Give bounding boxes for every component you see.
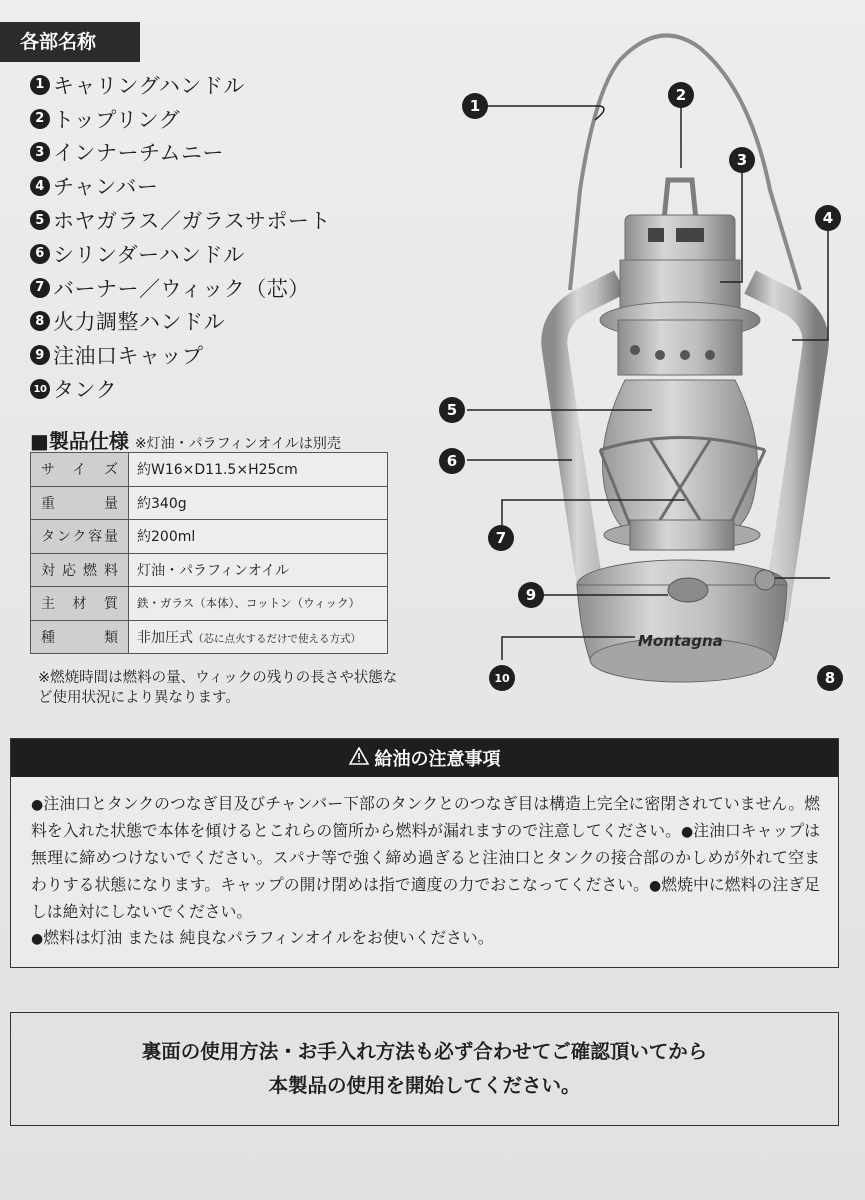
lantern-illustration <box>420 20 865 720</box>
spec-value: 灯油・パラフィンオイル <box>129 553 388 587</box>
part-label: キャリングハンドル <box>53 73 245 98</box>
part-label: 注油口キャップ <box>53 344 204 369</box>
spec-label: タンク容量 <box>31 520 129 554</box>
spec-heading-note: ※灯油・パラフィンオイルは別売 <box>134 436 341 452</box>
parts-list <box>30 68 331 406</box>
part-label: タンク <box>53 378 118 403</box>
table-row <box>31 620 388 654</box>
lantern-diagram <box>420 20 865 720</box>
spec-value <box>129 620 388 654</box>
callout-9: 9 <box>518 582 544 608</box>
warning-item: 燃料は灯油 または 純良なパラフィンオイルをお使いください。 <box>43 928 494 948</box>
warning-triangle-icon <box>349 747 369 770</box>
callout-4: 4 <box>815 205 841 231</box>
spec-heading <box>30 425 341 454</box>
bullet-icon: ● <box>648 877 662 894</box>
notice-line-2: 本製品の使用を開始してください。 <box>268 1074 581 1097</box>
warning-title-bar <box>11 739 838 777</box>
spec-value: 約200ml <box>129 520 388 554</box>
number-badge: 10 <box>30 379 50 399</box>
bullet-icon: ● <box>680 824 694 841</box>
callout-7: 7 <box>488 525 514 551</box>
spec-label: 種類 <box>31 620 129 654</box>
part-label: シリンダーハンドル <box>53 242 245 267</box>
warning-item: 注油口とタンクのつなぎ目及びチャンバー下部のタンクとのつなぎ目は構造上完全に密閉されていません。燃料を入れた状態で本体を傾けるとこれらの箇所から燃料が漏れますので注意してください。 <box>31 794 820 841</box>
number-badge: 9 <box>30 345 50 365</box>
part-label: バーナー／ウィック（芯） <box>53 276 310 301</box>
number-badge: 7 <box>30 278 50 298</box>
table-row <box>31 520 388 554</box>
number-badge: 2 <box>30 109 50 129</box>
brand-label: Montagna <box>638 632 723 650</box>
number-badge: 4 <box>30 176 50 196</box>
spec-label: 対応燃料 <box>31 553 129 587</box>
notice-line-1: 裏面の使用方法・お手入れ方法も必ず合わせてご確認頂いてから <box>141 1040 708 1063</box>
spec-footnote: ※燃焼時間は燃料の量、ウィックの残りの長さや状態など使用状況により異なります。 <box>38 670 398 706</box>
notice-box <box>10 1012 839 1126</box>
spec-value: 鉄・ガラス（本体）、コットン（ウィック） <box>129 587 388 621</box>
spec-label: 重量 <box>31 486 129 520</box>
list-item <box>30 169 331 203</box>
list-item <box>30 102 331 136</box>
warning-item: 燃焼中に燃料の注ぎ足しは絶対にしないでください。 <box>31 874 820 921</box>
list-item <box>30 136 331 170</box>
table-row <box>31 453 388 487</box>
callout-10: 10 <box>489 665 515 691</box>
number-badge: 1 <box>30 75 50 95</box>
table-row <box>31 587 388 621</box>
part-label: ホヤガラス／ガラスサポート <box>53 209 331 234</box>
spec-value-main: 非加圧式 <box>137 629 193 646</box>
part-label: インナーチムニー <box>53 141 224 166</box>
spec-value: 約340g <box>129 486 388 520</box>
warning-item: 注油口キャップは無理に締めつけないでください。スパナ等で強く締め過ぎると注油口とタンクの接合部のかしめが外れて空まわりする状態になります。キャップの開け閉めは指で適度の力でおこなってください。 <box>31 821 820 894</box>
callout-6: 6 <box>439 448 465 474</box>
warning-box <box>10 738 839 968</box>
spec-label: 主材質 <box>31 587 129 621</box>
number-badge: 5 <box>30 210 50 230</box>
number-badge: 8 <box>30 311 50 331</box>
part-label: トップリング <box>53 107 181 132</box>
spec-table <box>30 452 388 654</box>
bullet-icon: ● <box>31 931 44 948</box>
part-label: チャンバー <box>53 175 159 200</box>
list-item <box>30 237 331 271</box>
number-badge: 6 <box>30 244 50 264</box>
callout-2: 2 <box>668 82 694 108</box>
list-item <box>30 338 331 372</box>
callout-1: 1 <box>462 93 488 119</box>
callout-8: 8 <box>817 665 843 691</box>
list-item <box>30 305 331 339</box>
parts-section-title: 各部名称 <box>0 22 140 62</box>
spec-value: 約W16×D11.5×H25cm <box>129 453 388 487</box>
part-label: 火力調整ハンドル <box>53 310 225 335</box>
list-item <box>30 68 331 102</box>
callout-3: 3 <box>729 147 755 173</box>
number-badge: 3 <box>30 142 50 162</box>
callout-5: 5 <box>439 397 465 423</box>
spec-label: サイズ <box>31 453 129 487</box>
list-item <box>30 372 331 406</box>
table-row <box>31 486 388 520</box>
spec-heading-text: ■製品仕様 <box>30 429 129 453</box>
warning-title: 給油の注意事項 <box>374 749 501 770</box>
table-row <box>31 553 388 587</box>
warning-text <box>11 777 838 952</box>
spec-value-note: （芯に点火するだけで使える方式） <box>193 632 361 645</box>
bullet-icon: ● <box>31 797 44 813</box>
list-item <box>30 271 331 305</box>
list-item <box>30 203 331 237</box>
